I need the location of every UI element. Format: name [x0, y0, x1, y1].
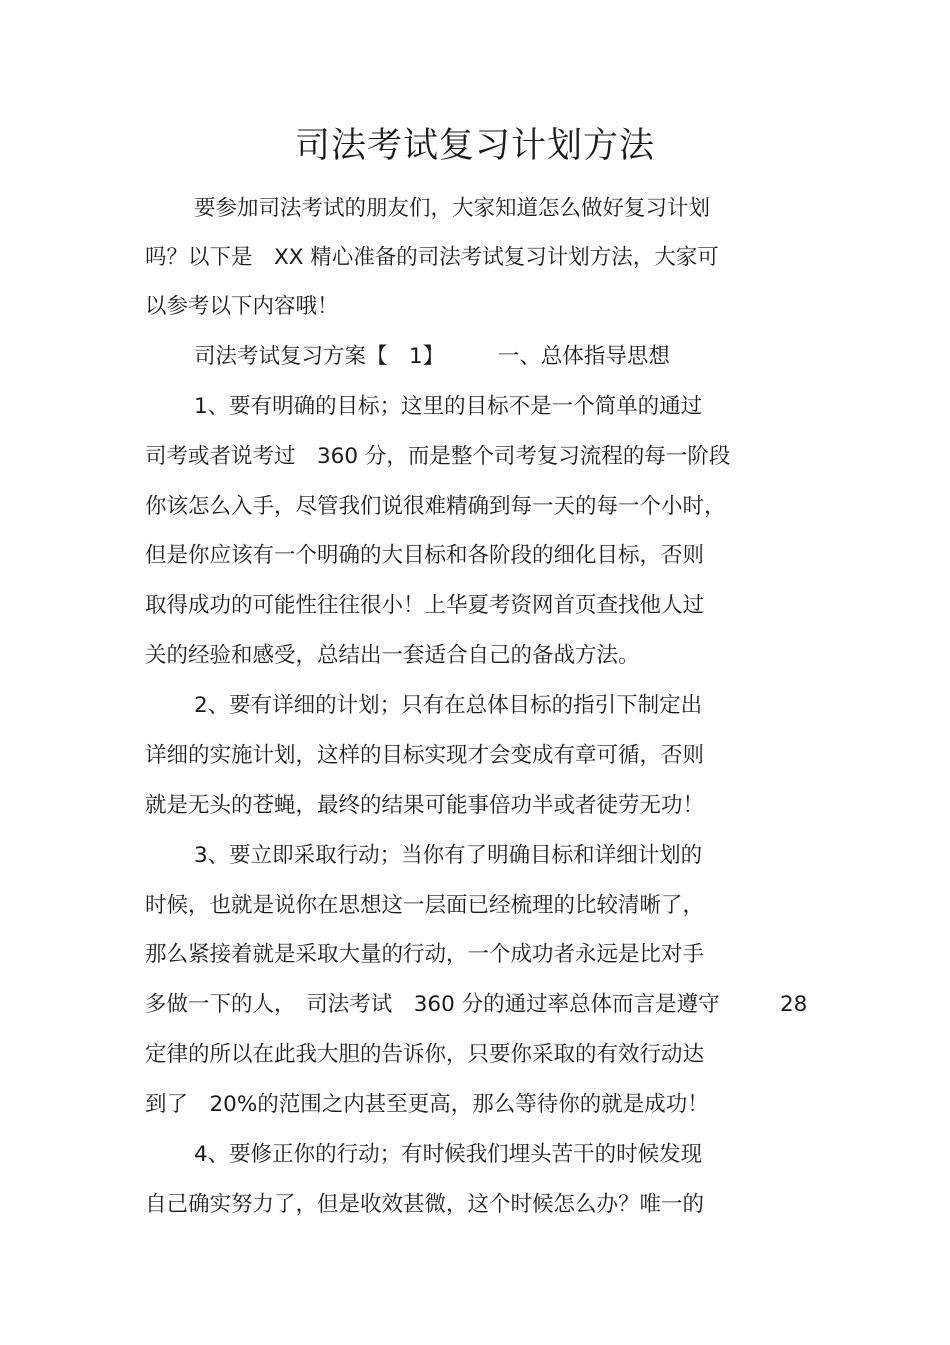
- paragraph-line: 就是无头的苍蝇，最终的结果可能事倍功半或者徒劳无功！: [145, 793, 705, 818]
- paragraph-line: 3、要立即采取行动；当你有了明确目标和详细计划的: [194, 843, 703, 868]
- paragraph-line: 到了 20%的范围之内甚至更高，那么等待你的就是成功！: [145, 1092, 709, 1117]
- paragraph-line: 吗？以下是 XX 精心准备的司法考试复习计划方法，大家可: [145, 245, 719, 270]
- section-heading-line: 司法考试复习方案【 1】 一、总体指导思想: [194, 344, 670, 369]
- margin-number: 28: [780, 992, 808, 1017]
- paragraph-line: 司考或者说考过 360 分，而是整个司考复习流程的每一阶段: [145, 444, 731, 469]
- paragraph-line: 以参考以下内容哦！: [145, 294, 339, 319]
- paragraph-line: 自己确实努力了，但是收效甚微，这个时候怎么办？唯一的: [145, 1192, 705, 1217]
- paragraph-line: 4、要修正你的行动；有时候我们埋头苦干的时候发现: [194, 1142, 703, 1167]
- paragraph-line: 取得成功的可能性往往很小！上华夏考资网首页查找他人过: [145, 593, 705, 618]
- paragraph-line: 1、要有明确的目标；这里的目标不是一个简单的通过: [194, 394, 703, 419]
- document-title: 司法考试复习计划方法: [294, 126, 655, 166]
- paragraph-line: 多做一下的人， 司法考试 360 分的通过率总体而言是遵守: [145, 992, 720, 1017]
- paragraph-line: 时候，也就是说你在思想这一层面已经梳理的比较清晰了，: [145, 893, 705, 918]
- paragraph-line: 详细的实施计划，这样的目标实现才会变成有章可循，否则: [145, 743, 705, 768]
- paragraph-line: 关的经验和感受，总结出一套适合自己的备战方法。: [145, 643, 640, 668]
- paragraph-line: 但是你应该有一个明确的大目标和各阶段的细化目标，否则: [145, 543, 705, 568]
- paragraph-line: 要参加司法考试的朋友们，大家知道怎么做好复习计划: [194, 196, 711, 221]
- paragraph-line: 那么紧接着就是采取大量的行动，一个成功者永远是比对手: [145, 942, 705, 967]
- paragraph-line: 定律的所以在此我大胆的告诉你，只要你采取的有效行动达: [145, 1042, 705, 1067]
- paragraph-line: 你该怎么入手，尽管我们说很难精确到每一天的每一个小时，: [145, 494, 726, 519]
- paragraph-line: 2、要有详细的计划；只有在总体目标的指引下制定出: [194, 693, 703, 718]
